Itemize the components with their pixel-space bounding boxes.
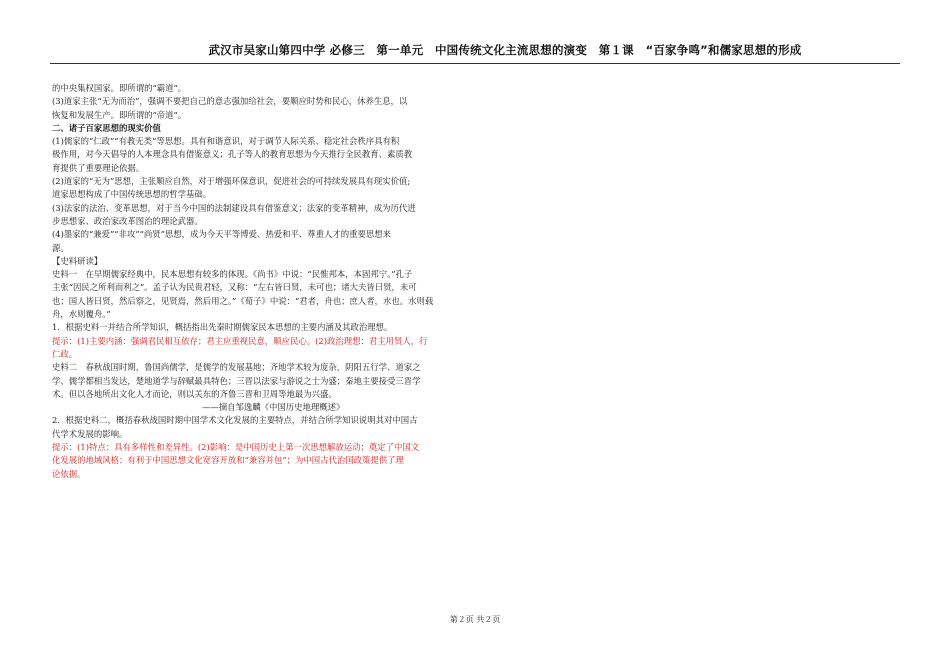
hint-line: 提示：(1)主要内涵：强调君民相互依存；君主应重视民意，顺应民心。(2)政治理想：君主用贤人，行 bbox=[52, 335, 428, 346]
study-heading: 【史料研读】 bbox=[52, 255, 103, 266]
page-number: 第２页 共２页 bbox=[449, 615, 501, 624]
page-header-title: 武汉市吴家山第四中学 必修三 第一单元 中国传统文化主流思想的演变 第１课 “百家争鸣”和儒家思想的形成 bbox=[208, 43, 802, 57]
source-text-line: 史料一 在早期儒家经典中，民本思想有较多的体现。《尚书》中说：“民惟邦本，本固邦宁。”孔子 bbox=[52, 269, 413, 280]
text-line: (1)儒家的“仁政”“有教无类”等思想。具有和谐意识，对于调节人际关系、稳定社会秩序具有积 bbox=[52, 136, 400, 147]
text-line: (3)法家的法治、变革思想，对于当今中国的法制建设具有借鉴意义；法家的变革精神，成为历代进 bbox=[52, 202, 416, 213]
document-body bbox=[52, 82, 470, 481]
hint-line: 化发展的地域风格；有利于中国思想文化宽容开放和“兼容并包”；为中国古代治国政策提供了理 bbox=[52, 455, 404, 466]
text-line: (4)墨家的“兼爱”“非攻”“尚贤”思想，成为今天平等博爱、热爱和平、尊重人才的重要思想来 bbox=[52, 229, 392, 240]
section-title: 二、诸子百家思想的现实价值 bbox=[52, 122, 161, 133]
text-line: 步思想家、政治家改革图治的理论武器。 bbox=[52, 215, 203, 226]
hint-line: 仁政。 bbox=[52, 348, 78, 359]
hint-line: 提示：(1)特点：具有多样性和差异性。(2)影响：是中国历史上第一次思想解放运动；奠定了中国文 bbox=[52, 442, 420, 453]
source-text-line: 术。但以各地所出文化人才而论，则以关东的齐鲁三晋和卫周等地最为兴盛。 bbox=[52, 388, 337, 399]
question-line: 2．根据史料二，概括春秋战国时期中国学术文化发展的主要特点，并结合所学知识说明其对中国古 bbox=[52, 415, 418, 426]
source-text-line: 也；国人皆曰贤，然后察之，见贤焉，然后用之。”《荀子》中说：“君者，舟也；庶人者，水也。水则载 bbox=[52, 295, 434, 306]
text-line: (3)道家主张“无为而治”，强调不要把自己的意志强加给社会，要顺应时势和民心，休养生息，以 bbox=[52, 96, 408, 107]
question-line: 1．根据史料一并结合所学知识，概括指出先秦时期儒家民本思想的主要内涵及其政治理想。 bbox=[52, 322, 393, 333]
text-line: 的中央集权国家。即所谓的“霸道”。 bbox=[52, 83, 187, 93]
text-line: 育提供了重要理论依据。 bbox=[52, 162, 145, 173]
source-citation: ——摘自邹逸麟《中国历史地理概述》 bbox=[202, 402, 345, 413]
source-text-line: 舟，水则覆舟。” bbox=[52, 309, 111, 320]
text-line: (2)道家的“无为”思想，主张顺应自然，对于增强环保意识，促进社会的可持续发展具有现实价值; bbox=[52, 176, 411, 187]
question-line: 代学术发展的影响。 bbox=[52, 428, 128, 439]
header-rule bbox=[50, 63, 900, 64]
source-text-line: 学、儒学都相当发达，楚地道学与辞赋最具特色；三晋以法家与游说之士为盛；秦地主要接受三晋学 bbox=[52, 375, 421, 386]
source-text-line: 史料二 春秋战国时期，鲁国尚儒学，是儒学的发展基地；齐地学术较为庞杂，阴阳五行学、道家之 bbox=[52, 362, 421, 373]
text-line: 源。 bbox=[52, 242, 69, 253]
text-line: 极作用，对今天倡导的人本理念具有借鉴意义；孔子等人的教育思想为今天推行全民教育、素质教 bbox=[52, 149, 413, 160]
source-text-line: 主张“因民之所利而利之”。孟子认为民贵君轻，又称：“左右皆曰贤，未可也；诸大夫皆曰贤，未可 bbox=[52, 282, 417, 293]
text-line: 恢复和发展生产。即所谓的“帝道”。 bbox=[52, 109, 187, 120]
text-line: 道家思想构成了中国传统思想的哲学基础。 bbox=[52, 189, 212, 200]
hint-line: 论依据。 bbox=[52, 468, 86, 479]
